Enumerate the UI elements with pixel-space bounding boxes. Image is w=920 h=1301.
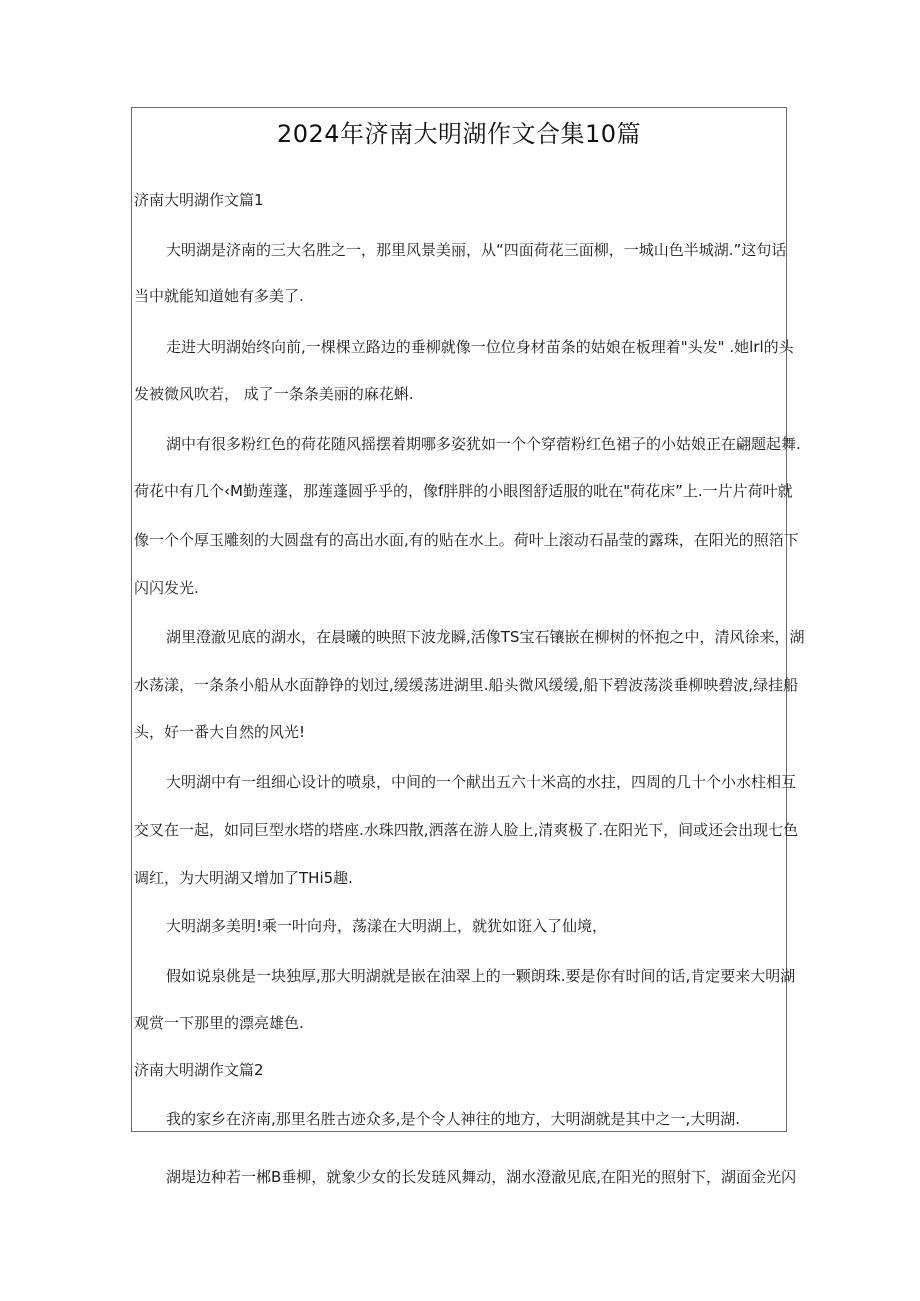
paragraph-line: 发被微风吹若， 成了一条条美丽的麻花蝌. <box>134 385 414 403</box>
paragraph-line: 大明湖中有一组细心设计的喷泉，中间的一个献出五六十米高的水拄，四周的几十个小水柱相互 <box>166 773 797 791</box>
paragraph-line: 湖堤边种若一郴B垂柳，就象少女的长发琏风舞动，湖水澄澈见底,在阳光的照射下，湖面金光闪 <box>166 1168 797 1186</box>
paragraph-line: 假如说泉佻是一块独厚,那大明湖就是嵌在油翠上的一颗朗珠.要是你有时间的话,肯定要来大明湖 <box>166 967 796 985</box>
paragraph-line: 像一个个厚玉雕刻的大圆盘有的高出水面,有的贴在水上。荷叶上滚动石晶莹的露珠，在阳光的照箔下 <box>134 531 799 549</box>
paragraph-line: 湖中有很多粉红色的荷花随风摇摆着期哪多姿犹如一个个穿蓿粉红色裙子的小姑娘正在翩题起舞. <box>166 435 801 453</box>
paragraph-line: 观赏一下那里的漂亮雄色. <box>134 1014 304 1032</box>
paragraph-line: 湖里澄澈见底的湖水，在晨曦的映照下波龙瞬,活像TS宝石镶嵌在柳树的怀抱之中，清风徐来，湖 <box>166 628 805 646</box>
paragraph-line: 大明湖多美明!乘一叶向舟，荡漾在大明湖上，就犹如诳入了仙境， <box>166 917 608 935</box>
paragraph-line: 闪闪发光. <box>134 579 199 597</box>
paragraph-line: 水荡漾，一条条小船从水面静铮的划过,缓缓荡进湖里.船头微风缓缓,船下碧波荡淡垂柳映碧波,绿挂船 <box>134 676 799 694</box>
section-heading-1: 济南大明湖作文篇1 <box>134 191 264 209</box>
paragraph-line: 走进大明湖始终向前,一棵棵立路边的垂柳就像一位位身材苗条的姑娘在板理着"头发" .她lrl的头 <box>166 338 794 356</box>
paragraph-line: 大明湖是济南的三大名胜之一，那里风景美丽，从“四面荷花三面柳，一城山色半城湖.”这句话 <box>166 241 787 259</box>
section-heading-2: 济南大明湖作文篇2 <box>134 1061 264 1079</box>
paragraph-line: 我的家乡在济南,那里名胜古迹众多,是个令人神往的地方，大明湖就是其中之一,大明湖. <box>166 1110 741 1128</box>
paragraph-line: 头，好一番大自然的风光! <box>134 723 306 741</box>
paragraph-line: 交叉在一起，如同巨型水塔的塔座.水珠四散,洒落在游人脸上,清爽极了.在阳光下，间或还会出现七色 <box>134 821 799 839</box>
paragraph-line: 调红，为大明湖又增加了THi5趣. <box>134 869 353 887</box>
paragraph-line: 当中就能知道她有多美了. <box>134 287 304 305</box>
paragraph-line: 荷花中有几个‹M勤莲蓬，那莲蓬圆乎乎的，像f胖胖的小眼图舒适服的吡在"荷花床”上.一片片荷叶就 <box>134 482 793 500</box>
document-title: 2024年济南大明湖作文合集10篇 <box>276 120 642 148</box>
